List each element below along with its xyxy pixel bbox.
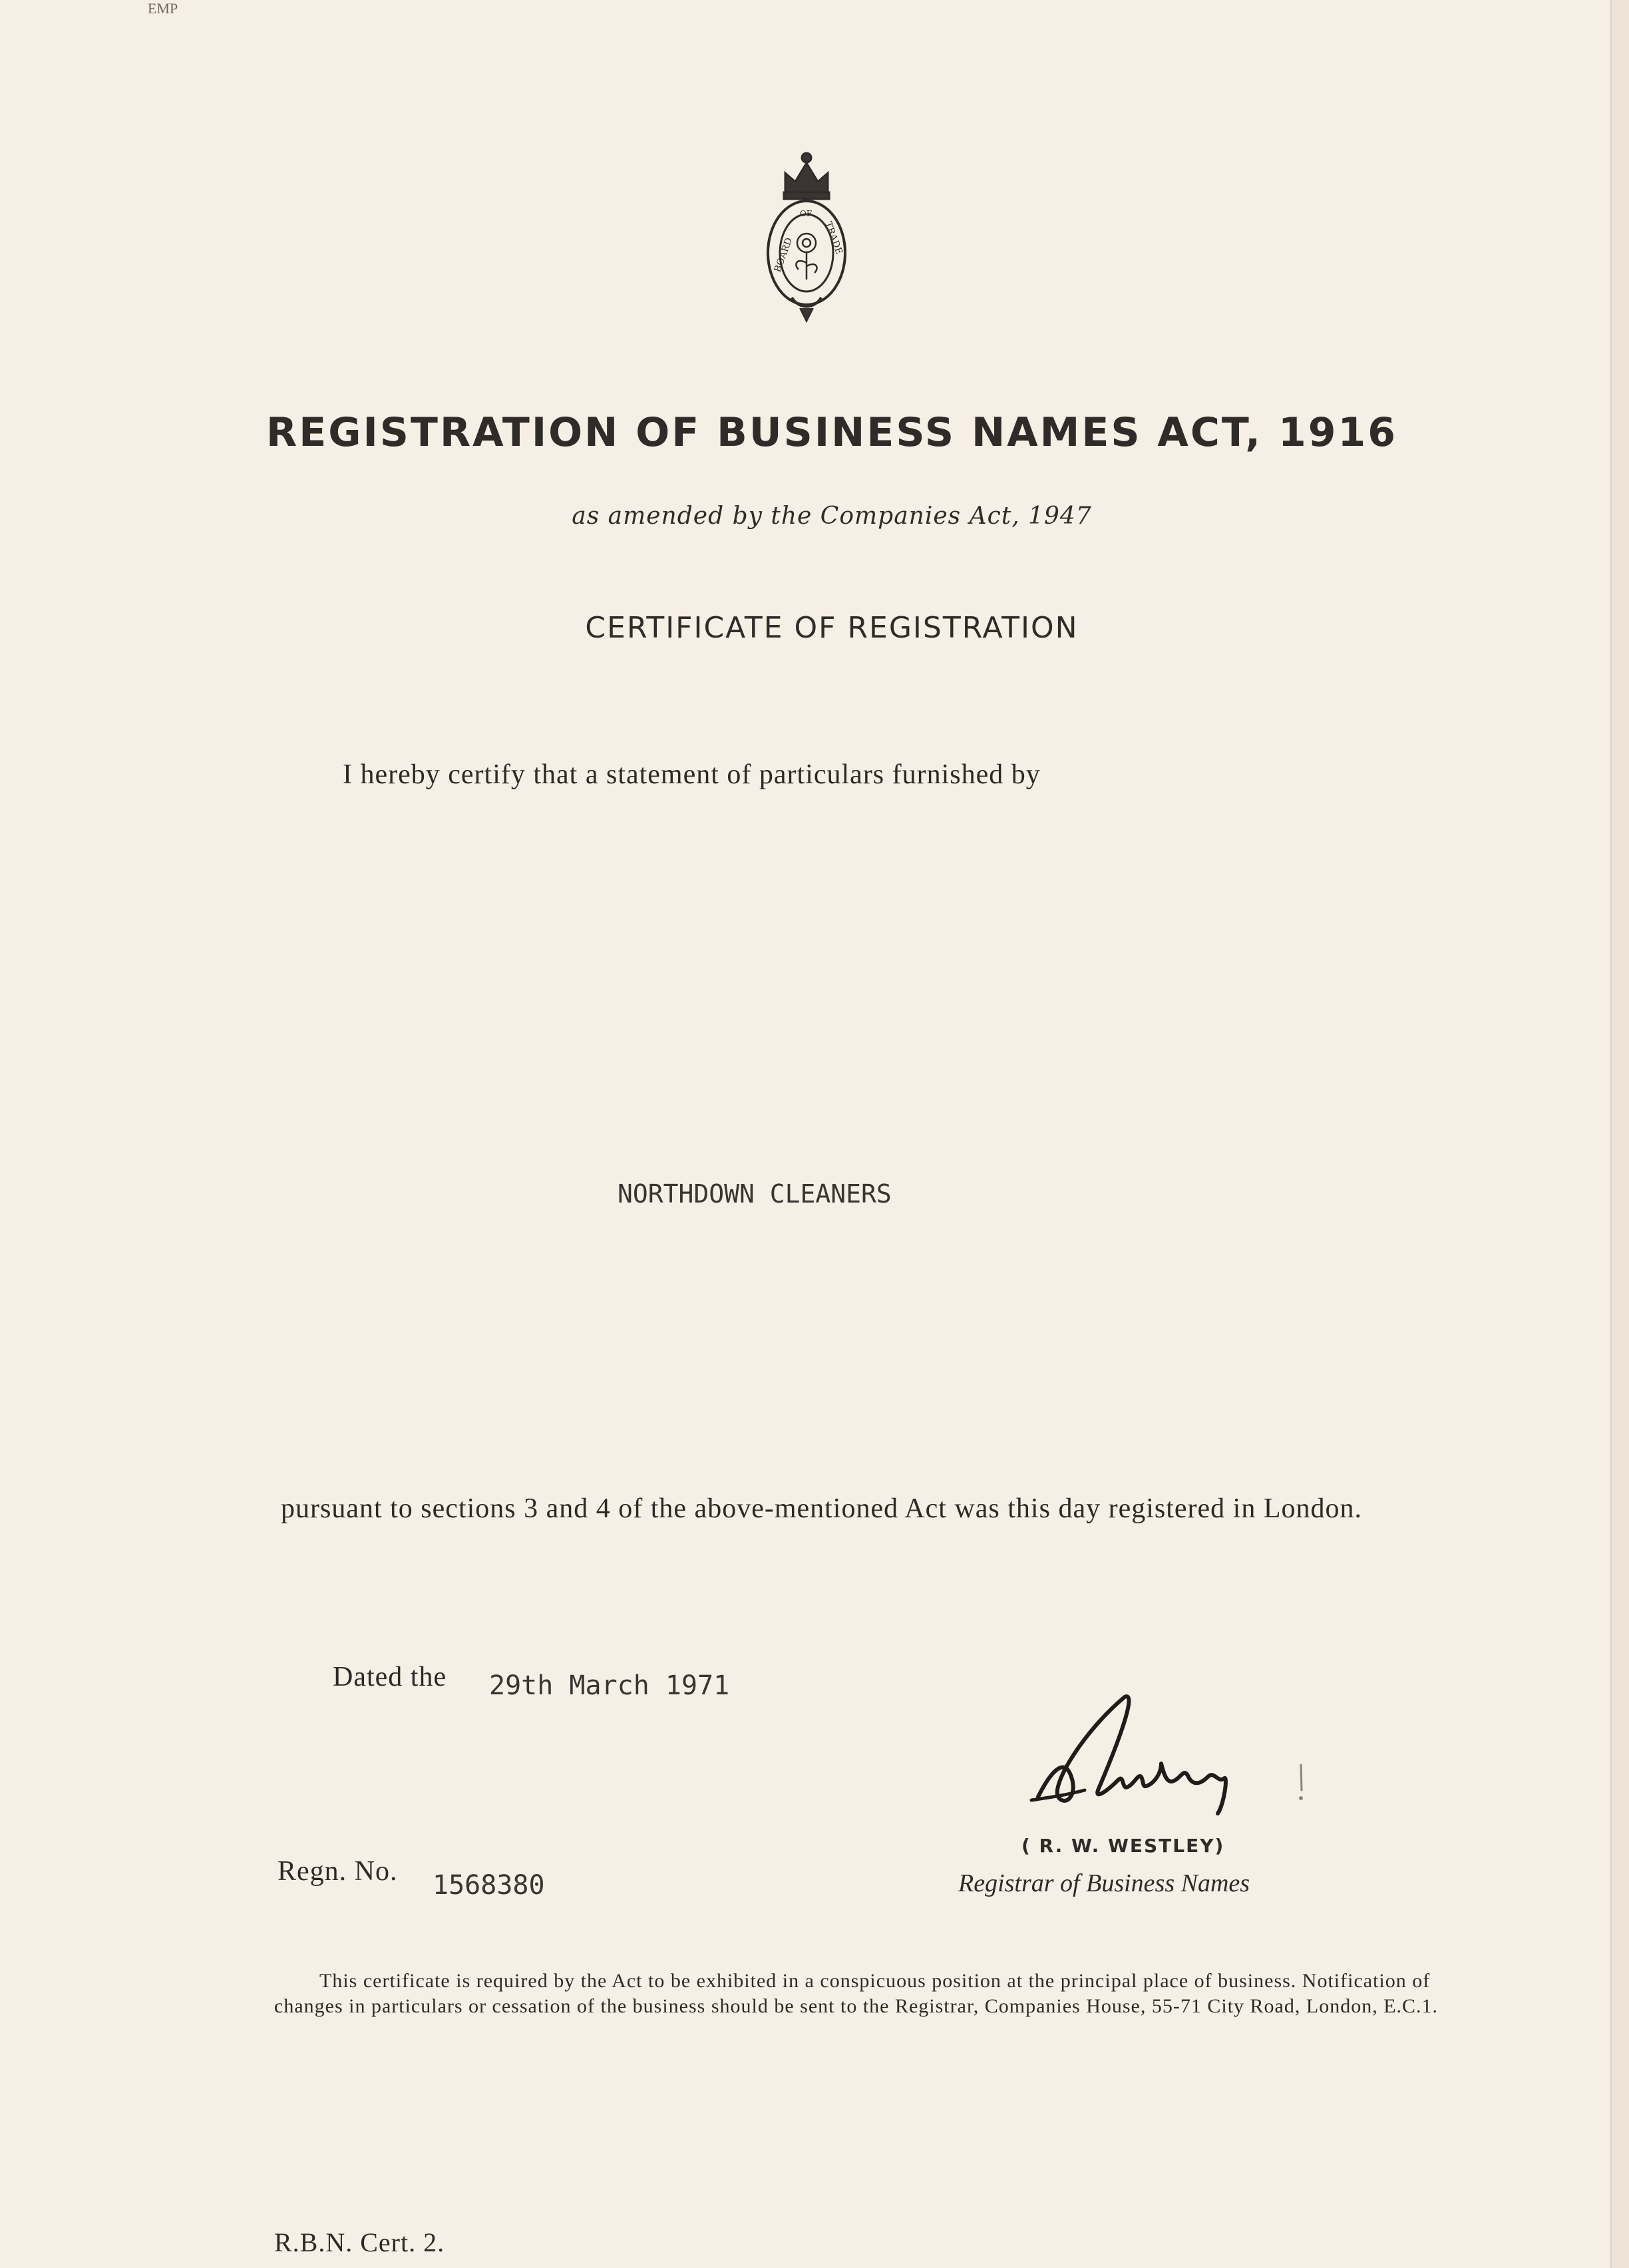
amended-subtitle: as amended by the Companies Act, 1947 xyxy=(572,502,1092,530)
dated-label: Dated the xyxy=(333,1662,447,1692)
act-title: REGISTRATION OF BUSINESS NAMES ACT, 1916 xyxy=(266,409,1397,456)
crest-motto-top: OF xyxy=(800,209,813,218)
paper-edge xyxy=(1610,0,1629,2268)
ink-mark xyxy=(1298,1764,1304,1803)
registration-number: 1568380 xyxy=(433,1870,545,1901)
certificate-title: CERTIFICATE OF REGISTRATION xyxy=(585,611,1079,645)
registrar-name: ( R. W. WESTLEY) xyxy=(1021,1835,1225,1857)
business-name: NORTHDOWN CLEANERS xyxy=(618,1179,892,1209)
dated-value: 29th March 1971 xyxy=(489,1670,730,1701)
pursuant-statement: pursuant to sections 3 and 4 of the above-mentioned Act was this day registered in London. xyxy=(281,1493,1362,1524)
rose-icon xyxy=(796,234,816,280)
crown-icon xyxy=(784,153,829,199)
certify-statement: I hereby certify that a statement of particulars furnished by xyxy=(343,759,1041,790)
registration-number-label: Regn. No. xyxy=(277,1856,398,1887)
signature-icon xyxy=(1025,1690,1264,1823)
notice-paragraph: This certificate is required by the Act to be exhibited in a conspicuous position at the principal place of business. Notification of changes in particulars or cessation of the business should be sent to the Registrar, Companies House, 55-71 City Road, London, E.C.1. xyxy=(274,1970,1439,2017)
board-of-trade-crest-icon xyxy=(759,143,855,329)
crest-motto-right: TRADE xyxy=(822,220,844,256)
top-mark: EMP xyxy=(148,0,178,17)
crest-motto-left: BOARD xyxy=(772,236,795,274)
registrar-title: Registrar of Business Names xyxy=(958,1869,1250,1897)
form-code: R.B.N. Cert. 2. xyxy=(274,2227,445,2257)
